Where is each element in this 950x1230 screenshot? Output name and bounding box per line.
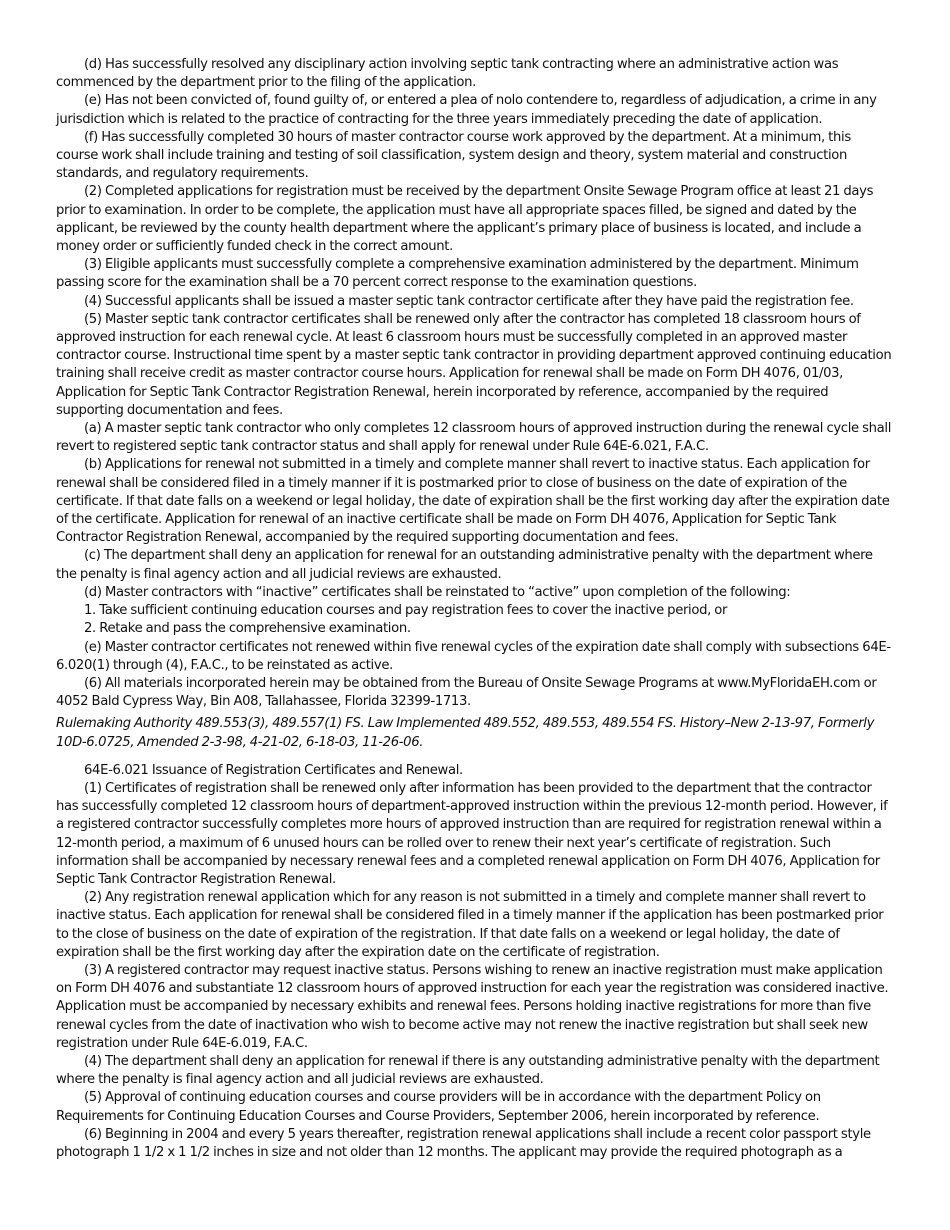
- section-heading: 64E-6.021 Issuance of Registration Certificates and Renewal.: [84, 762, 463, 778]
- list-item-2: 2. Retake and pass the comprehensive examination.: [84, 621, 411, 637]
- paragraph-f-course-work: (f) Has successfully completed 30 hours of master contractor course work approved by the department. At a minimum, this course work shall include training and testing of soil classification, system design and theory, system material and construction standards, and regulatory requirements.: [56, 129, 851, 182]
- paragraph-5e-not-renewed: (e) Master contractor certificates not renewed within five renewal cycles of the expiration date shall comply with subsections 64E-6.020(1) through (4), F.A.C., to be reinstated as active.: [56, 639, 891, 673]
- paragraph-5c-deny: (c) The department shall deny an application for renewal for an outstanding administrative penalty with the department where the penalty is final agency action and all judicial reviews are exhausted.: [56, 548, 873, 582]
- paragraph-3-examination: (3) Eligible applicants must successfully complete a comprehensive examination administered by the department. Minimum passing score for the examination shall be a 70 percent correct response to the examination questions.: [56, 257, 859, 291]
- paragraph-2-renewal-application: (2) Any registration renewal application which for any reason is not submitted in a timely and complete manner shall revert to inactive status. Each application for renewal shall be considered filed in a timely manner if the application has been postmarked prior to the close of business on the date of expiration of the registration. If that date falls on a weekend or legal holiday, the date of expiration shall be the first working day after the expiration date on the certificate of registration.: [56, 890, 884, 960]
- paragraph-6-materials: (6) All materials incorporated herein may be obtained from the Bureau of Onsite Sewage Programs at www.MyFloridaEH.com or 4052 Bald Cypress Way, Bin A08, Tallahassee, Florida 32399-1713.: [56, 675, 877, 710]
- paragraph-5d-reinstate: (d) Master contractors with “inactive” certificates shall be reinstated to “active” upon completion of the following:: [84, 584, 791, 600]
- list-item-1: 1. Take sufficient continuing education courses and pay registration fees to cover the inactive period, or: [84, 603, 728, 619]
- paragraph-5a-revert: (a) A master septic tank contractor who only completes 12 classroom hours of approved instruction during the renewal cycle shall revert to registered septic tank contractor status and shall apply for renewal under Rule 64E-6.021, F.A.C.: [56, 421, 892, 455]
- paragraph-2-applications: (2) Completed applications for registration must be received by the department Onsite Sewage Program office at least 21 days prior to examination. In order to be complete, the application must have all appropriate spaces filled, be signed and dated by the applicant, be reviewed by the county health department where the applicant’s primary place of business is located, and include a money order or sufficiently funded check in the correct amount.: [56, 184, 874, 255]
- paragraph-5-continuing-education: (5) Approval of continuing education courses and course providers will be in accordance with the department Policy on Requirements for Continuing Education Courses and Course Providers, September 2006, herein incorporated by reference.: [56, 1090, 821, 1124]
- section-64e-6-020-continued: [56, 56, 896, 711]
- paragraph-6-photograph: (6) Beginning in 2004 and every 5 years thereafter, registration renewal applications shall include a recent color passport style photograph 1 1/2 x 1 1/2 inches in size and not older than 12 months. The applicant may provide the required photograph as a: [56, 1126, 871, 1160]
- paragraph-e-convictions: (e) Has not been convicted of, found guilty of, or entered a plea of nolo contendere to, regardless of adjudication, a crime in any jurisdiction which is related to the practice of contracting for the three years immediately preceding the date of application.: [56, 93, 877, 127]
- paragraph-3-inactive-status: (3) A registered contractor may request inactive status. Persons wishing to renew an inactive registration must make application on Form DH 4076 and substantiate 12 classroom hours of approved instruction for each year the registration was considered inactive. Application must be accompanied by necessary exhibits and renewal fees. Persons holding inactive registrations for more than five renewal cycles from the date of inactivation who wish to become active may not renew the inactive registration but shall seek new registration under Rule 64E-6.019, F.A.C.: [56, 962, 889, 1051]
- paragraph-1-certificates: (1) Certificates of registration shall be renewed only after information has been provided to the department that the contractor has successfully completed 12 classroom hours of department-approved instruction within the previous 12-month period. However, if a registered contractor successfully completes more hours of approved instruction than are required for registration renewal within a 12-month period, a maximum of 6 unused hours can be rolled over to renew their next year’s certificate of registration. Such information shall be accompanied by necessary renewal fees and a completed renewal application on Form DH 4076, Application for Septic Tank Contractor Registration Renewal.: [56, 780, 888, 887]
- paragraph-5b-inactive: (b) Applications for renewal not submitted in a timely and complete manner shall revert to inactive status. Each application for renewal shall be considered filed in a timely manner if it is postmarked prior to close of business on the date of expiration of the certificate. If that date falls on a weekend or legal holiday, the date of expiration shall be the first working day after the expiration date of the certificate. Application for renewal of an inactive certificate shall be made on Form DH 4076, Application for Septic Tank Contractor Registration Renewal, accompanied by the required supporting documentation and fees.: [56, 457, 890, 546]
- paragraph-4-certificate: (4) Successful applicants shall be issued a master septic tank contractor certificate after they have paid the registration fee.: [84, 293, 854, 309]
- paragraph-4-deny-renewal: (4) The department shall deny an application for renewal if there is any outstanding administrative penalty with the department where the penalty is final agency action and all judicial reviews are exhausted.: [56, 1053, 880, 1088]
- paragraph-5-renewal: (5) Master septic tank contractor certificates shall be renewed only after the contractor has completed 18 classroom hours of approved instruction for each renewal cycle. At least 6 classroom hours must be successfully completed in an approved master contractor course. Instructional time spent by a master septic tank contractor in providing department approved continuing education training shall receive credit as master contractor course hours. Application for renewal shall be made on Form DH 4076, 01/03, Application for Septic Tank Contractor Registration Renewal, herein incorporated by reference, accompanied by the required supporting documentation and fees.: [56, 311, 892, 418]
- history-note: Rulemaking Authority 489.553(3), 489.557(1) FS. Law Implemented 489.552, 489.553, 489.554 FS. History–New 2-13-97, Formerly 10D-6.0725, Amended 2-3-98, 4-21-02, 6-18-03, 11-26-06.: [56, 716, 875, 750]
- section-64e-6-021: [56, 762, 896, 1162]
- document-page: [56, 56, 896, 1162]
- paragraph-d-disciplinary: (d) Has successfully resolved any disciplinary action involving septic tank contracting where an administrative action was commenced by the department prior to the filing of the application.: [56, 57, 839, 91]
